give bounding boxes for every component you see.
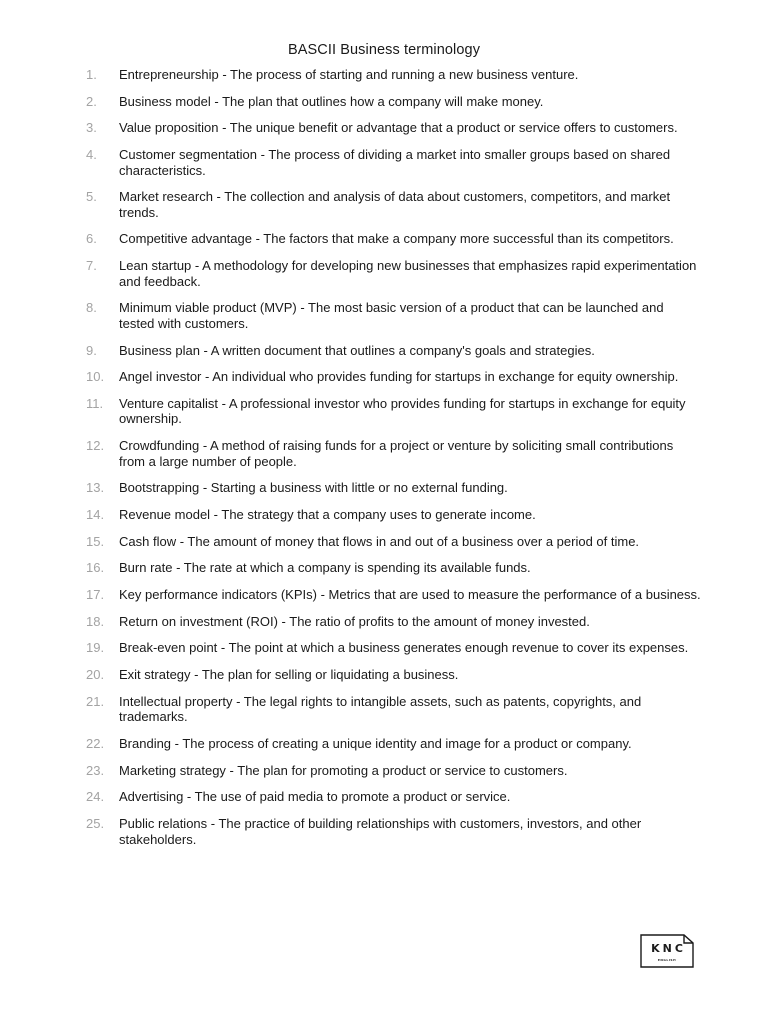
- term-number: 2.: [86, 93, 97, 109]
- term-item: [86, 816, 702, 847]
- term-definition: Venture capitalist - A professional investor who provides funding for startups in exchange for equity ownership.: [119, 395, 686, 427]
- term-number: 5.: [86, 189, 97, 205]
- term-number: 12.: [86, 438, 105, 454]
- term-definition: Entrepreneurship - The process of starting and running a new business venture.: [119, 67, 579, 82]
- term-item: [86, 507, 702, 523]
- term-definition: Cash flow - The amount of money that flows in and out of a business over a period of time.: [119, 533, 640, 549]
- term-number: 11.: [86, 395, 104, 411]
- term-definition: Minimum viable product (MVP) - The most basic version of a product that can be launched and tested with customers.: [119, 300, 664, 331]
- term-item: [86, 231, 702, 247]
- term-item: [86, 189, 702, 220]
- knc-english-logo: [640, 934, 694, 968]
- term-definition: Revenue model - The strategy that a company uses to generate income.: [119, 506, 536, 522]
- term-item: [86, 736, 702, 752]
- term-definition: Business plan - A written document that outlines a company's goals and strategies.: [119, 342, 595, 358]
- logo-subtitle: ENGLISH: [657, 958, 677, 962]
- term-item: [86, 560, 702, 576]
- term-number: 17.: [86, 587, 105, 602]
- term-item: [86, 694, 702, 725]
- term-definition: Exit strategy - The plan for selling or liquidating a business.: [119, 667, 459, 683]
- term-definition: Advertising - The use of paid media to promote a product or service.: [119, 789, 511, 805]
- term-definition: Marketing strategy - The plan for promoting a product or service to customers.: [119, 762, 568, 778]
- term-number: 15.: [86, 533, 105, 549]
- term-item: [86, 94, 702, 110]
- term-definition: Burn rate - The rate at which a company is spending its available funds.: [119, 560, 531, 576]
- term-number: 18.: [86, 613, 105, 629]
- term-number: 6.: [86, 231, 97, 247]
- term-item: [86, 343, 702, 359]
- term-item: [86, 534, 702, 550]
- term-number: 7.: [86, 258, 97, 274]
- term-number: 16.: [86, 560, 105, 576]
- term-definition: Business model - The plan that outlines how a company will make money.: [119, 93, 544, 109]
- term-definition: Break-even point - The point at which a business generates enough revenue to cover its expenses.: [119, 640, 689, 656]
- term-definition: Lean startup - A methodology for developing new businesses that emphasizes rapid experimentation and feedback.: [119, 258, 697, 289]
- term-definition: Market research - The collection and analysis of data about customers, competitors, and market trends.: [119, 189, 671, 220]
- term-number: 20.: [86, 667, 105, 683]
- term-item: [86, 67, 702, 83]
- term-item: [86, 789, 702, 805]
- term-number: 24.: [86, 789, 105, 805]
- term-number: 1.: [86, 67, 97, 82]
- term-number: 19.: [86, 640, 105, 656]
- term-number: 8.: [86, 300, 97, 316]
- term-number: 13.: [86, 480, 105, 496]
- term-definition: Competitive advantage - The factors that make a company more successful than its competitors.: [119, 231, 674, 247]
- term-number: 21.: [86, 693, 105, 709]
- term-item: [86, 369, 702, 385]
- term-item: [86, 300, 702, 331]
- term-item: [86, 438, 702, 469]
- term-definition: Return on investment (ROI) - The ratio of profits to the amount of money invested.: [119, 613, 590, 629]
- term-item: [86, 763, 702, 779]
- terminology-list: [86, 67, 702, 858]
- term-number: 4.: [86, 147, 97, 163]
- term-number: 25.: [86, 816, 105, 831]
- term-item: [86, 640, 702, 656]
- term-item: [86, 587, 702, 603]
- term-number: 22.: [86, 735, 105, 751]
- term-item: [86, 120, 702, 136]
- term-number: 3.: [86, 120, 97, 136]
- term-definition: Value proposition - The unique benefit or advantage that a product or service offers to customers.: [119, 120, 678, 136]
- term-number: 23.: [86, 762, 105, 778]
- page-title: BASCII Business terminology: [287, 42, 481, 58]
- term-definition: Key performance indicators (KPIs) - Metrics that are used to measure the performance of a business.: [119, 587, 701, 602]
- term-item: [86, 258, 702, 289]
- term-number: 10.: [86, 369, 105, 385]
- term-item: [86, 396, 702, 427]
- term-number: 9.: [86, 342, 97, 358]
- term-definition: Public relations - The practice of building relationships with customers, investors, and other stakeholders.: [119, 816, 642, 847]
- term-item: [86, 480, 702, 496]
- term-item: [86, 147, 702, 178]
- term-definition: Bootstrapping - Starting a business with little or no external funding.: [119, 480, 508, 496]
- term-definition: Branding - The process of creating a unique identity and image for a product or company.: [119, 735, 632, 751]
- term-definition: Crowdfunding - A method of raising funds for a project or venture by soliciting small contributions from a large number of people.: [119, 438, 674, 469]
- term-definition: Angel investor - An individual who provides funding for startups in exchange for equity ownership.: [119, 369, 679, 385]
- term-item: [86, 667, 702, 683]
- term-number: 14.: [86, 506, 105, 522]
- logo-wordmark: KNC: [651, 942, 686, 955]
- term-definition: Customer segmentation - The process of dividing a market into smaller groups based on shared characteristics.: [119, 147, 671, 178]
- term-definition: Intellectual property - The legal rights to intangible assets, such as patents, copyrights, and trademarks.: [119, 693, 642, 725]
- term-item: [86, 614, 702, 630]
